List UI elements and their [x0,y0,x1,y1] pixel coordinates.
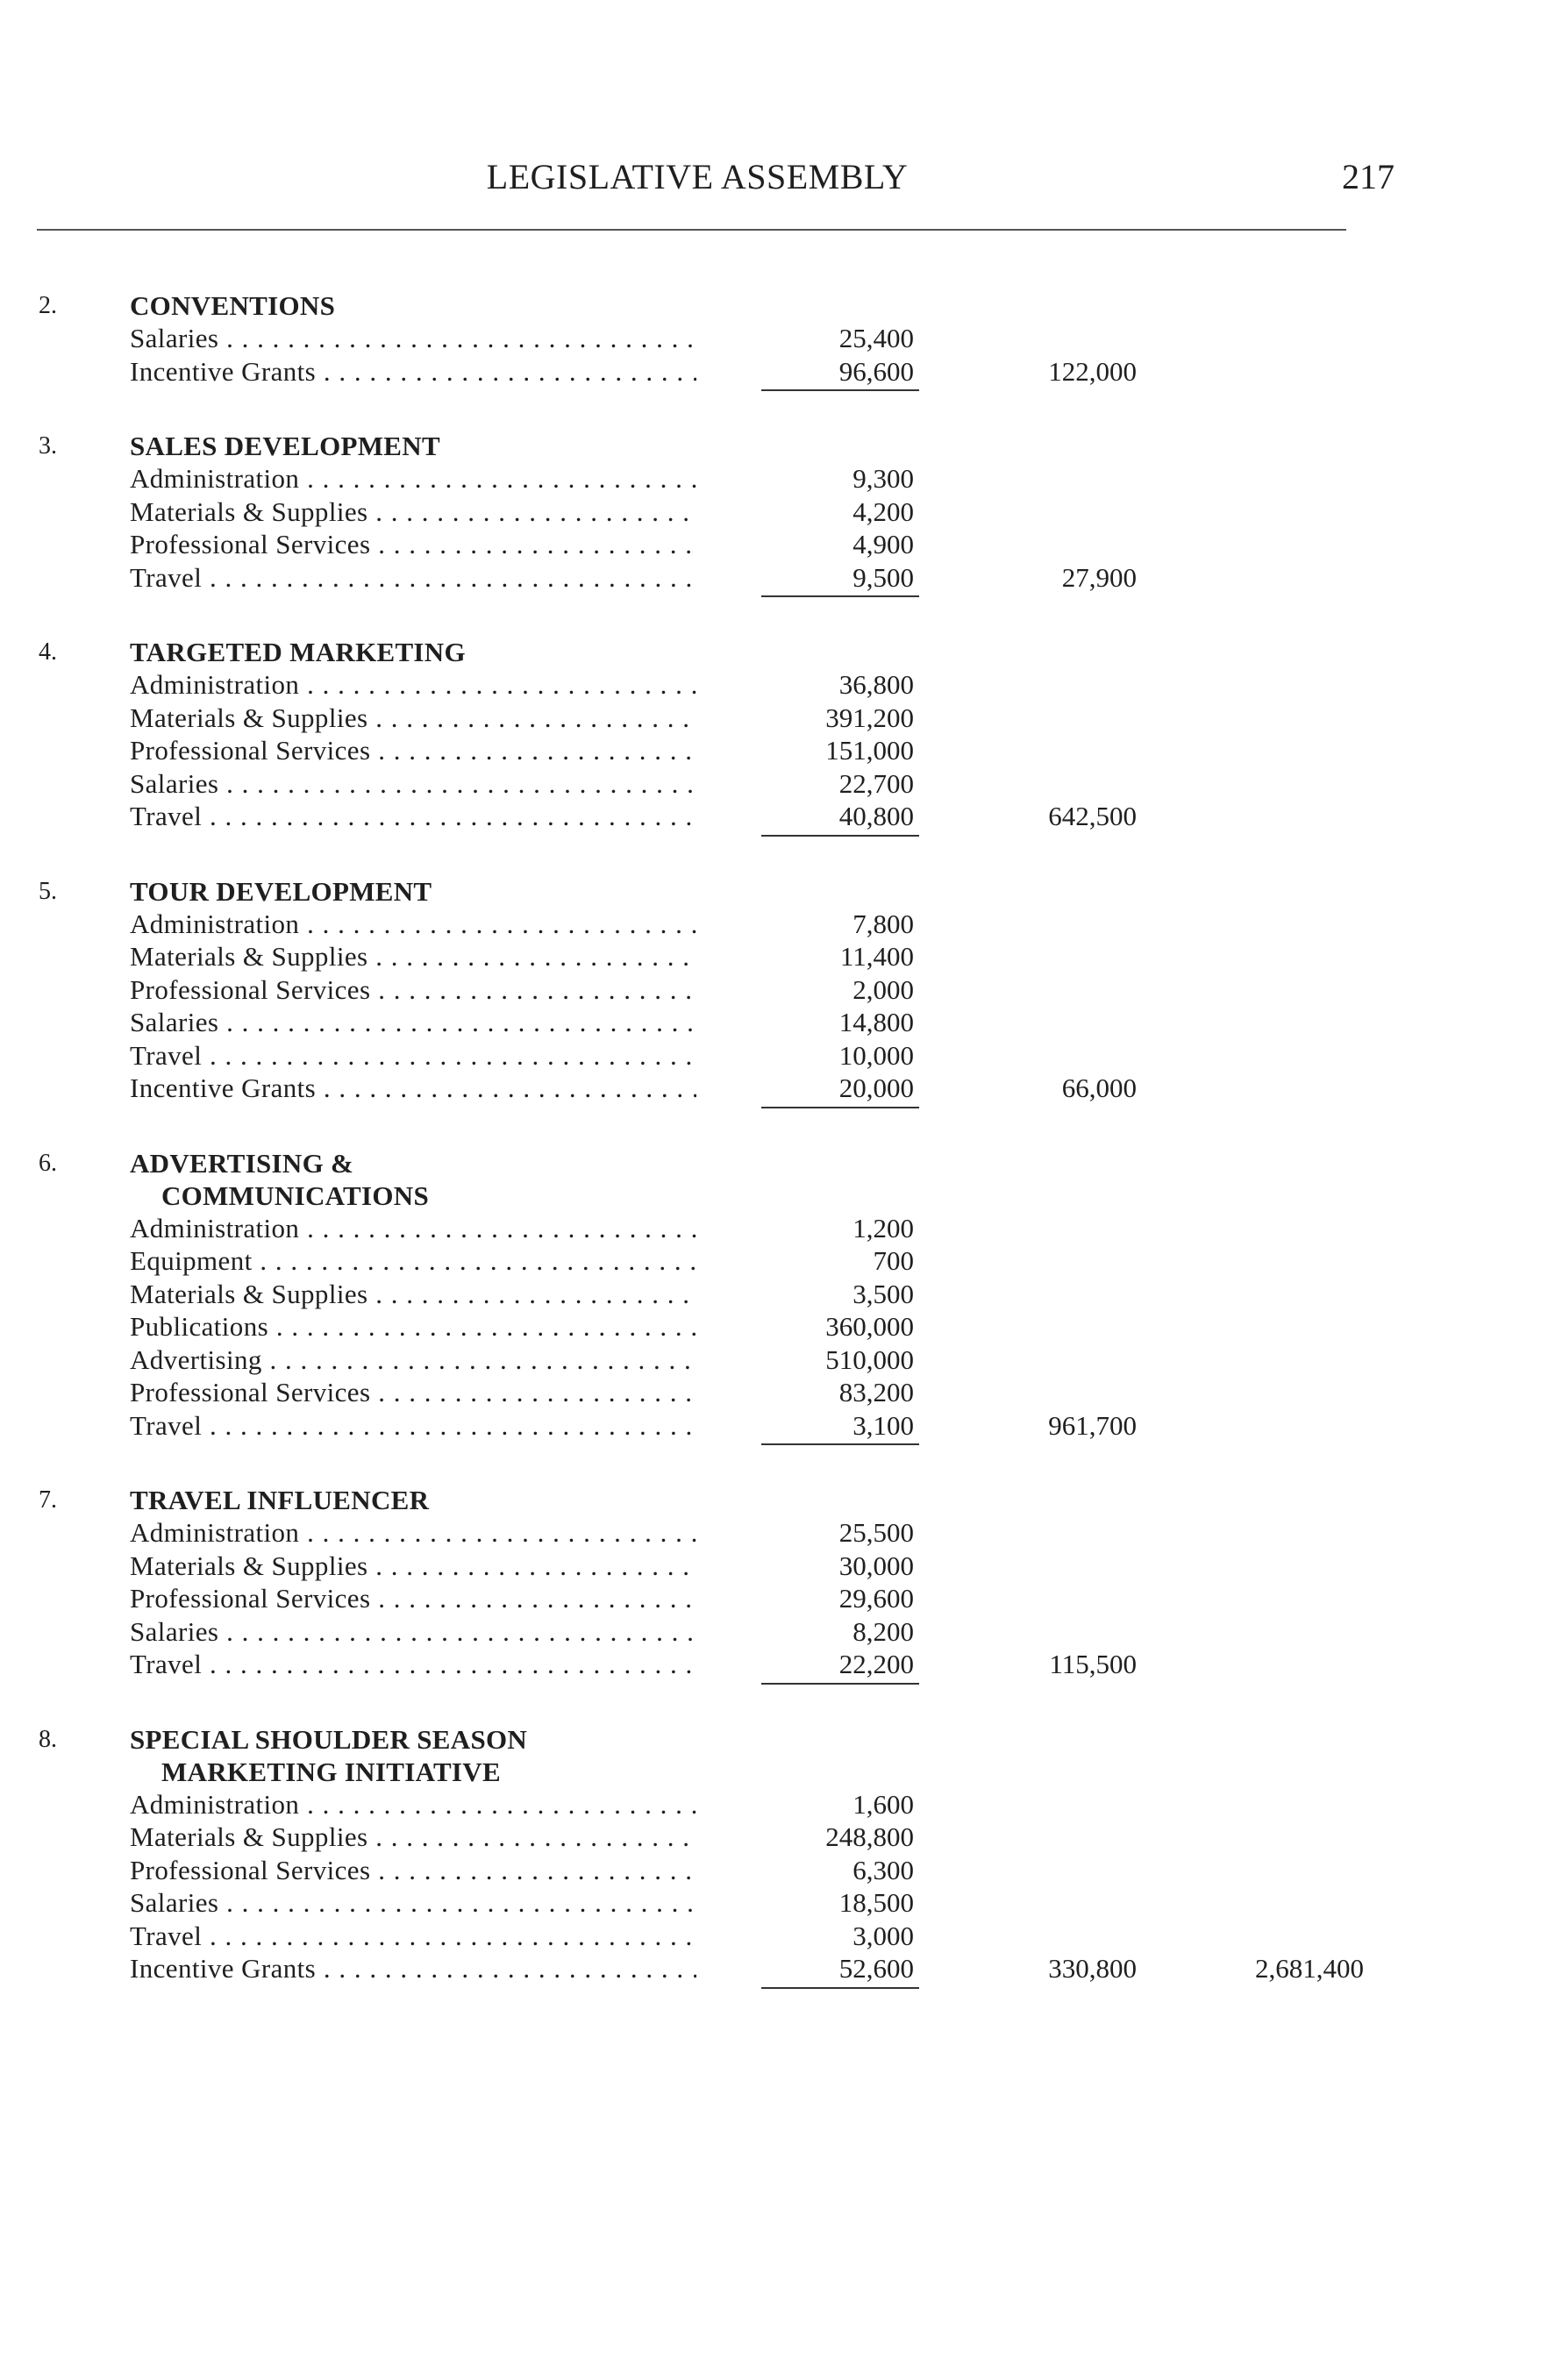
line-item-amount: 4,900 [852,529,914,559]
section-subtotal: 27,900 [1061,561,1137,593]
line-item-label: Administration . . . [130,1516,696,1550]
line-item [0,1343,1548,1377]
line-item [0,1582,1548,1615]
budget-section [0,636,1548,833]
section-heading-continued [0,1179,1548,1212]
line-item [0,940,1548,973]
line-item-amount: 52,600 [838,1953,914,1984]
line-item [0,561,1548,595]
line-item-label: Travel . . . [130,1920,696,1953]
section-title: TARGETED MARKETING [130,637,466,667]
line-item-label: Administration . . . [130,462,696,495]
section-title: TRAVEL INFLUENCER [130,1485,430,1515]
section-heading [0,289,1548,322]
line-item [0,767,1548,801]
line-item-amount: 40,800 [838,801,914,831]
section-number: 5. [39,877,57,905]
line-item-amount: 700 [873,1245,914,1276]
line-item-amount: 3,100 [852,1409,914,1441]
line-item-amount: 10,000 [838,1039,914,1071]
section-subtotal: 115,500 [1049,1649,1137,1679]
line-item [0,1409,1548,1443]
line-item-amount: 151,000 [825,735,914,766]
section-subtotal: 66,000 [1061,1072,1137,1103]
line-item [0,908,1548,941]
section-number: 8. [39,1725,57,1753]
section-number: 6. [39,1149,57,1177]
line-item-amount: 4,200 [852,495,914,527]
line-item [0,1952,1548,1985]
section-number: 2. [39,292,57,319]
section-heading [0,1147,1548,1179]
subtotal-rule [761,1683,919,1685]
line-item-amount: 6,300 [852,1854,914,1885]
line-item [0,355,1548,388]
section-number: 7. [39,1486,57,1514]
line-item-label: Salaries . . . [130,322,696,355]
line-item [0,1648,1548,1681]
section-number: 3. [39,432,57,460]
line-item [0,734,1548,767]
line-item [0,1244,1548,1278]
line-item [0,668,1548,702]
line-item-amount: 360,000 [825,1311,914,1342]
line-item-label: Professional Services . . . [130,1854,696,1887]
line-item [0,1920,1548,1953]
line-item [0,1615,1548,1649]
line-item-label: Administration . . . [130,1788,696,1821]
line-item [0,462,1548,495]
line-item-label: Travel . . . [130,1039,696,1072]
line-item [0,1821,1548,1854]
line-item-amount: 7,800 [852,908,914,939]
line-item-label: Professional Services . . . [130,1376,696,1409]
line-item-amount: 22,700 [838,767,914,799]
section-title: SALES DEVELOPMENT [130,431,440,461]
line-item [0,322,1548,355]
line-item-label: Administration . . . [130,908,696,941]
line-item [0,1310,1548,1343]
line-item-amount: 22,200 [838,1649,914,1679]
line-item-amount: 96,600 [838,355,914,387]
line-item-label: Materials & Supplies . . . [130,495,696,529]
subtotal-rule [761,1987,919,1989]
subtotal-rule [761,835,919,837]
line-item-amount: 510,000 [825,1343,914,1375]
subtotal-rule [761,595,919,597]
section-heading [0,430,1548,462]
line-item-amount: 1,200 [852,1212,914,1243]
line-item-amount: 83,200 [838,1377,914,1407]
line-item-amount: 9,300 [852,463,914,494]
line-item-amount: 18,500 [838,1887,914,1918]
line-item-label: Salaries . . . [130,1886,696,1920]
line-item-amount: 20,000 [838,1072,914,1103]
line-item [0,1376,1548,1409]
line-item [0,1788,1548,1821]
subtotal-rule [761,389,919,391]
section-subtotal: 642,500 [1048,801,1137,831]
section-subtotal: 122,000 [1048,355,1137,387]
line-item-amount: 3,000 [852,1920,914,1951]
section-subtotal: 961,700 [1048,1409,1137,1441]
section-heading [0,875,1548,908]
line-item-label: Equipment . . . [130,1244,696,1278]
line-item-label: Professional Services . . . [130,528,696,561]
section-subtotal: 330,800 [1048,1953,1137,1984]
line-item [0,1886,1548,1920]
budget-section [0,1484,1548,1681]
line-item-label: Materials & Supplies . . . [130,1550,696,1583]
page-title: LEGISLATIVE ASSEMBLY [486,157,909,196]
grand-total: 2,681,400 [1255,1953,1364,1984]
line-item-label: Publications . . . [130,1310,696,1343]
line-item-amount: 248,800 [825,1821,914,1852]
subtotal-rule [761,1443,919,1445]
subtotal-rule [761,1107,919,1108]
line-item-label: Materials & Supplies . . . [130,1821,696,1854]
section-title: SPECIAL SHOULDER SEASON [130,1723,528,1755]
line-item-amount: 11,400 [839,941,914,972]
budget-section [0,1147,1548,1443]
line-item [0,1039,1548,1072]
line-item-label: Salaries . . . [130,767,696,801]
section-heading-continued [0,1756,1548,1788]
line-item [0,1854,1548,1887]
line-item-label: Materials & Supplies . . . [130,940,696,973]
line-item-label: Materials & Supplies . . . [130,702,696,735]
line-item [0,1212,1548,1245]
line-item-label: Salaries . . . [130,1615,696,1649]
line-item-amount: 391,200 [825,702,914,733]
line-item-label: Incentive Grants . . . [130,1952,696,1985]
section-heading [0,1723,1548,1756]
line-item-amount: 25,400 [838,323,914,353]
line-item [0,1550,1548,1583]
line-item-amount: 29,600 [838,1583,914,1614]
budget-section [0,1723,1548,1985]
line-item-label: Incentive Grants . . . [130,355,696,388]
line-item-amount: 36,800 [838,669,914,700]
line-item [0,495,1548,529]
line-item-amount: 30,000 [838,1550,914,1581]
budget-section [0,289,1548,388]
line-item [0,1516,1548,1550]
line-item-label: Professional Services . . . [130,1582,696,1615]
line-item [0,1072,1548,1105]
line-item [0,1278,1548,1311]
section-title: CONVENTIONS [130,290,336,321]
line-item-label: Travel . . . [130,1648,696,1681]
line-item-amount: 3,500 [852,1278,914,1309]
line-item-label: Travel . . . [130,561,696,595]
line-item-label: Professional Services . . . [130,973,696,1007]
line-item [0,528,1548,561]
line-item [0,973,1548,1007]
line-item-label: Materials & Supplies . . . [130,1278,696,1311]
section-title-continued: COMMUNICATIONS [161,1179,430,1211]
page-header [0,156,1548,209]
estimates-body [0,289,1548,2027]
section-number: 4. [39,638,57,666]
line-item-label: Professional Services . . . [130,734,696,767]
line-item [0,800,1548,833]
line-item-amount: 1,600 [852,1788,914,1820]
line-item-amount: 14,800 [838,1007,914,1037]
line-item-amount: 25,500 [838,1517,914,1548]
line-item [0,1006,1548,1039]
line-item-label: Travel . . . [130,1409,696,1443]
line-item-amount: 2,000 [852,973,914,1005]
line-item-label: Administration . . . [130,668,696,702]
page-number: 217 [1342,157,1395,196]
section-title: TOUR DEVELOPMENT [130,875,432,907]
line-item-amount: 9,500 [852,561,914,593]
line-item-label: Administration . . . [130,1212,696,1245]
line-item-label: Incentive Grants . . . [130,1072,696,1105]
section-heading [0,636,1548,668]
header-rule [37,229,1346,231]
section-heading [0,1484,1548,1516]
section-title-continued: MARKETING INITIATIVE [161,1756,501,1787]
section-title: ADVERTISING & [130,1147,354,1179]
budget-section [0,875,1548,1105]
line-item [0,702,1548,735]
line-item-label: Salaries . . . [130,1006,696,1039]
line-item-label: Travel . . . [130,800,696,833]
budget-section [0,430,1548,594]
line-item-label: Advertising . . . [130,1343,696,1377]
line-item-amount: 8,200 [852,1615,914,1647]
